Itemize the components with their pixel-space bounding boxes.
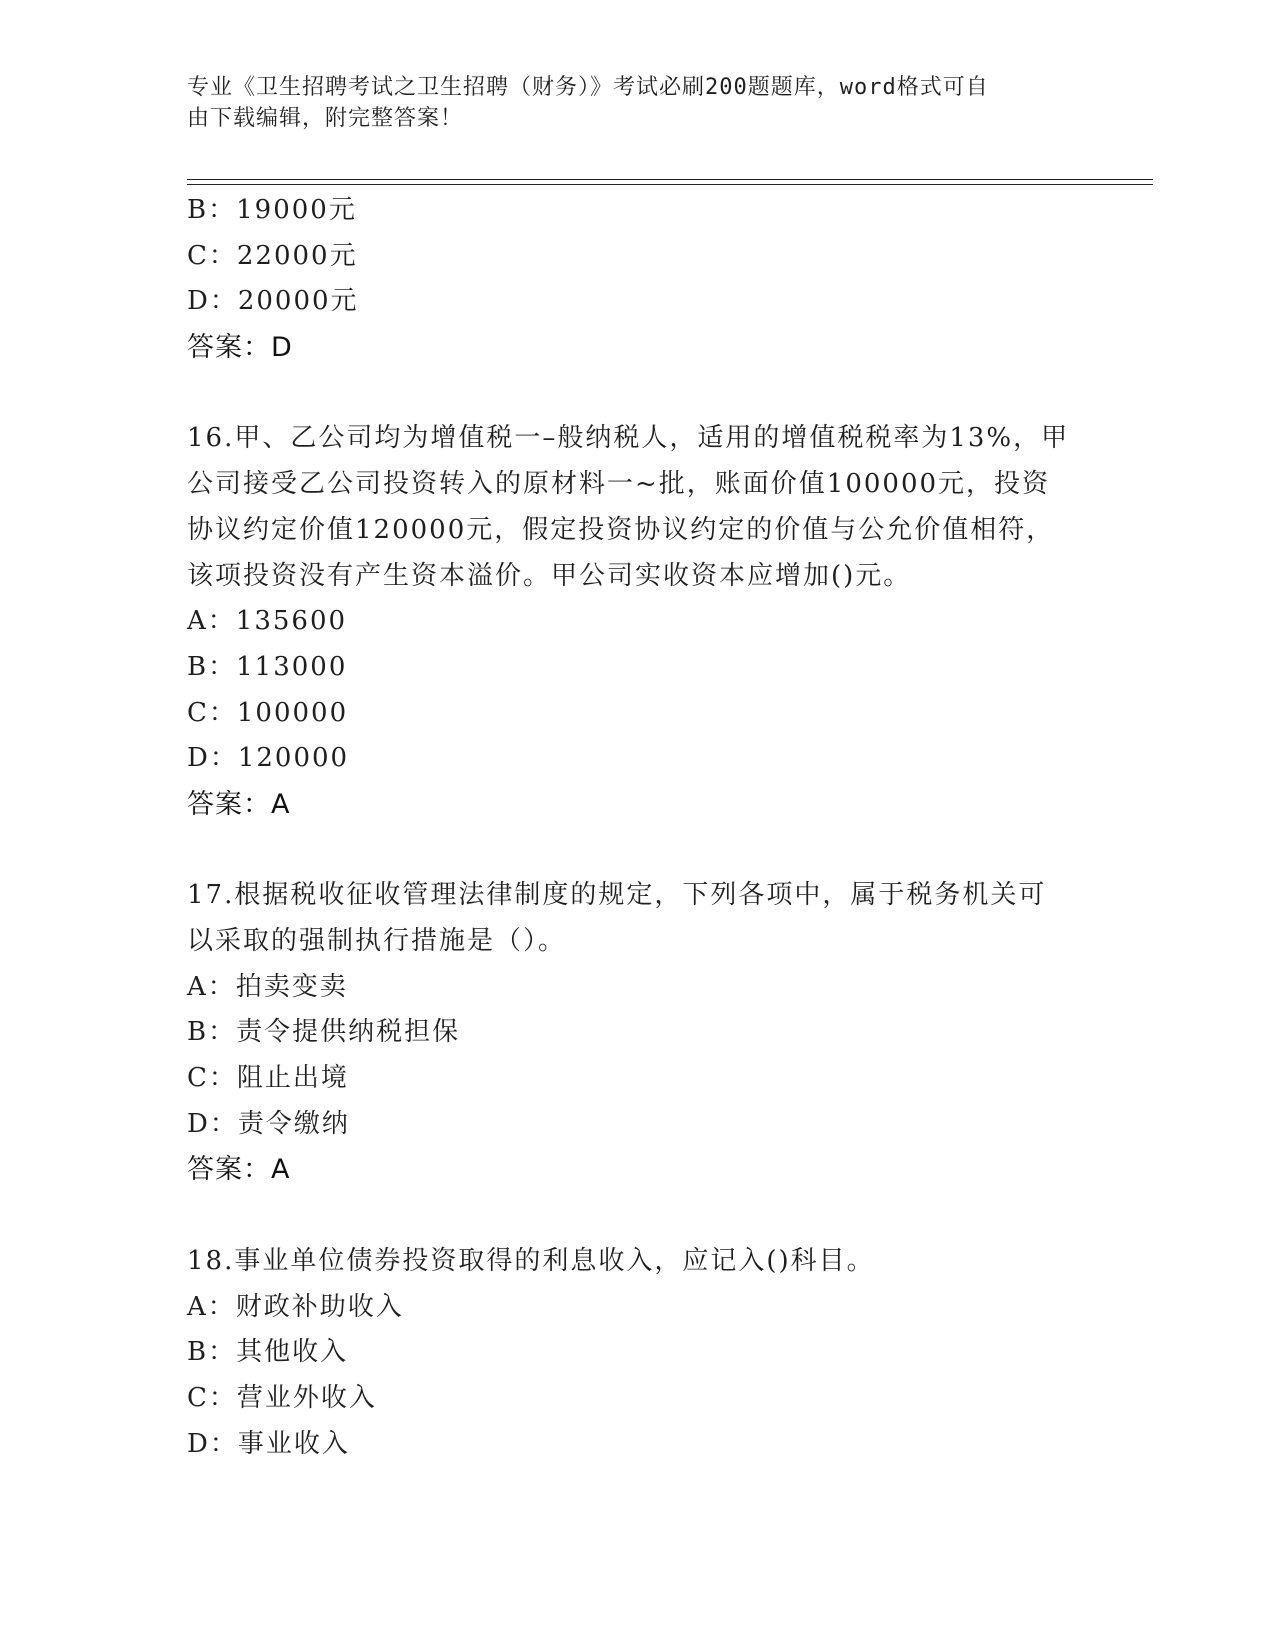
question-18: [187, 1239, 1087, 1467]
spacer: [187, 371, 1087, 417]
spacer: [187, 828, 1087, 874]
header-divider-top: [187, 179, 1153, 180]
document-header: [187, 72, 1087, 134]
question-text-line: 公司接受乙公司投资转入的原材料一~批，账面价值100000元，投资: [187, 469, 1051, 500]
option-a: A：财政补助收入: [187, 1291, 404, 1322]
option-c: C：22000元: [187, 240, 358, 271]
header-line-1: 专业《卫生招聘考试之卫生招聘（财务）》考试必刷200题题库，word格式可自: [187, 75, 989, 100]
header-line-2: 由下载编辑，附完整答案！: [187, 106, 464, 131]
option-d: D：责令缴纳: [187, 1108, 350, 1139]
question-text-line: 16.甲、乙公司均为增值税一–般纳税人，适用的增值税税率为13%，甲: [187, 423, 1070, 454]
question-text-line: 17.根据税收征收管理法律制度的规定，下列各项中，属于税务机关可: [187, 880, 1047, 911]
option-a: A：拍卖变卖: [187, 971, 348, 1002]
question-text-line: 该项投资没有产生资本溢价。甲公司实收资本应增加()元。: [187, 560, 912, 591]
option-b: B：责令提供纳税担保: [187, 1017, 461, 1048]
question-16: [187, 416, 1087, 827]
option-d: D：事业收入: [187, 1428, 350, 1459]
option-b: B：其他收入: [187, 1337, 349, 1368]
option-d: D：120000: [187, 743, 350, 774]
option-b: B：19000元: [187, 195, 357, 225]
question-list: [187, 188, 1087, 1467]
question-text-line: 以采取的强制执行措施是（）。: [187, 926, 567, 956]
answer-line: 答案：A: [187, 1154, 291, 1186]
question-15-tail: [187, 188, 1087, 371]
question-text-line: 协议约定价值120000元，假定投资协议约定的价值与公允价值相符，: [187, 514, 1055, 545]
option-b: B：113000: [187, 651, 348, 682]
header-divider-bottom: [187, 184, 1153, 185]
option-c: C：100000: [187, 697, 349, 728]
question-text-line: 18.事业单位债券投资取得的利息收入，应记入()科目。: [187, 1245, 875, 1276]
question-17: [187, 873, 1087, 1193]
option-c: C：阻止出境: [187, 1063, 349, 1094]
spacer: [187, 1193, 1087, 1239]
option-a: A：135600: [187, 606, 348, 637]
answer-line: 答案：A: [187, 788, 291, 820]
option-c: C：营业外收入: [187, 1382, 377, 1413]
option-d: D：20000元: [187, 286, 359, 317]
answer-line: 答案：D: [187, 332, 293, 364]
